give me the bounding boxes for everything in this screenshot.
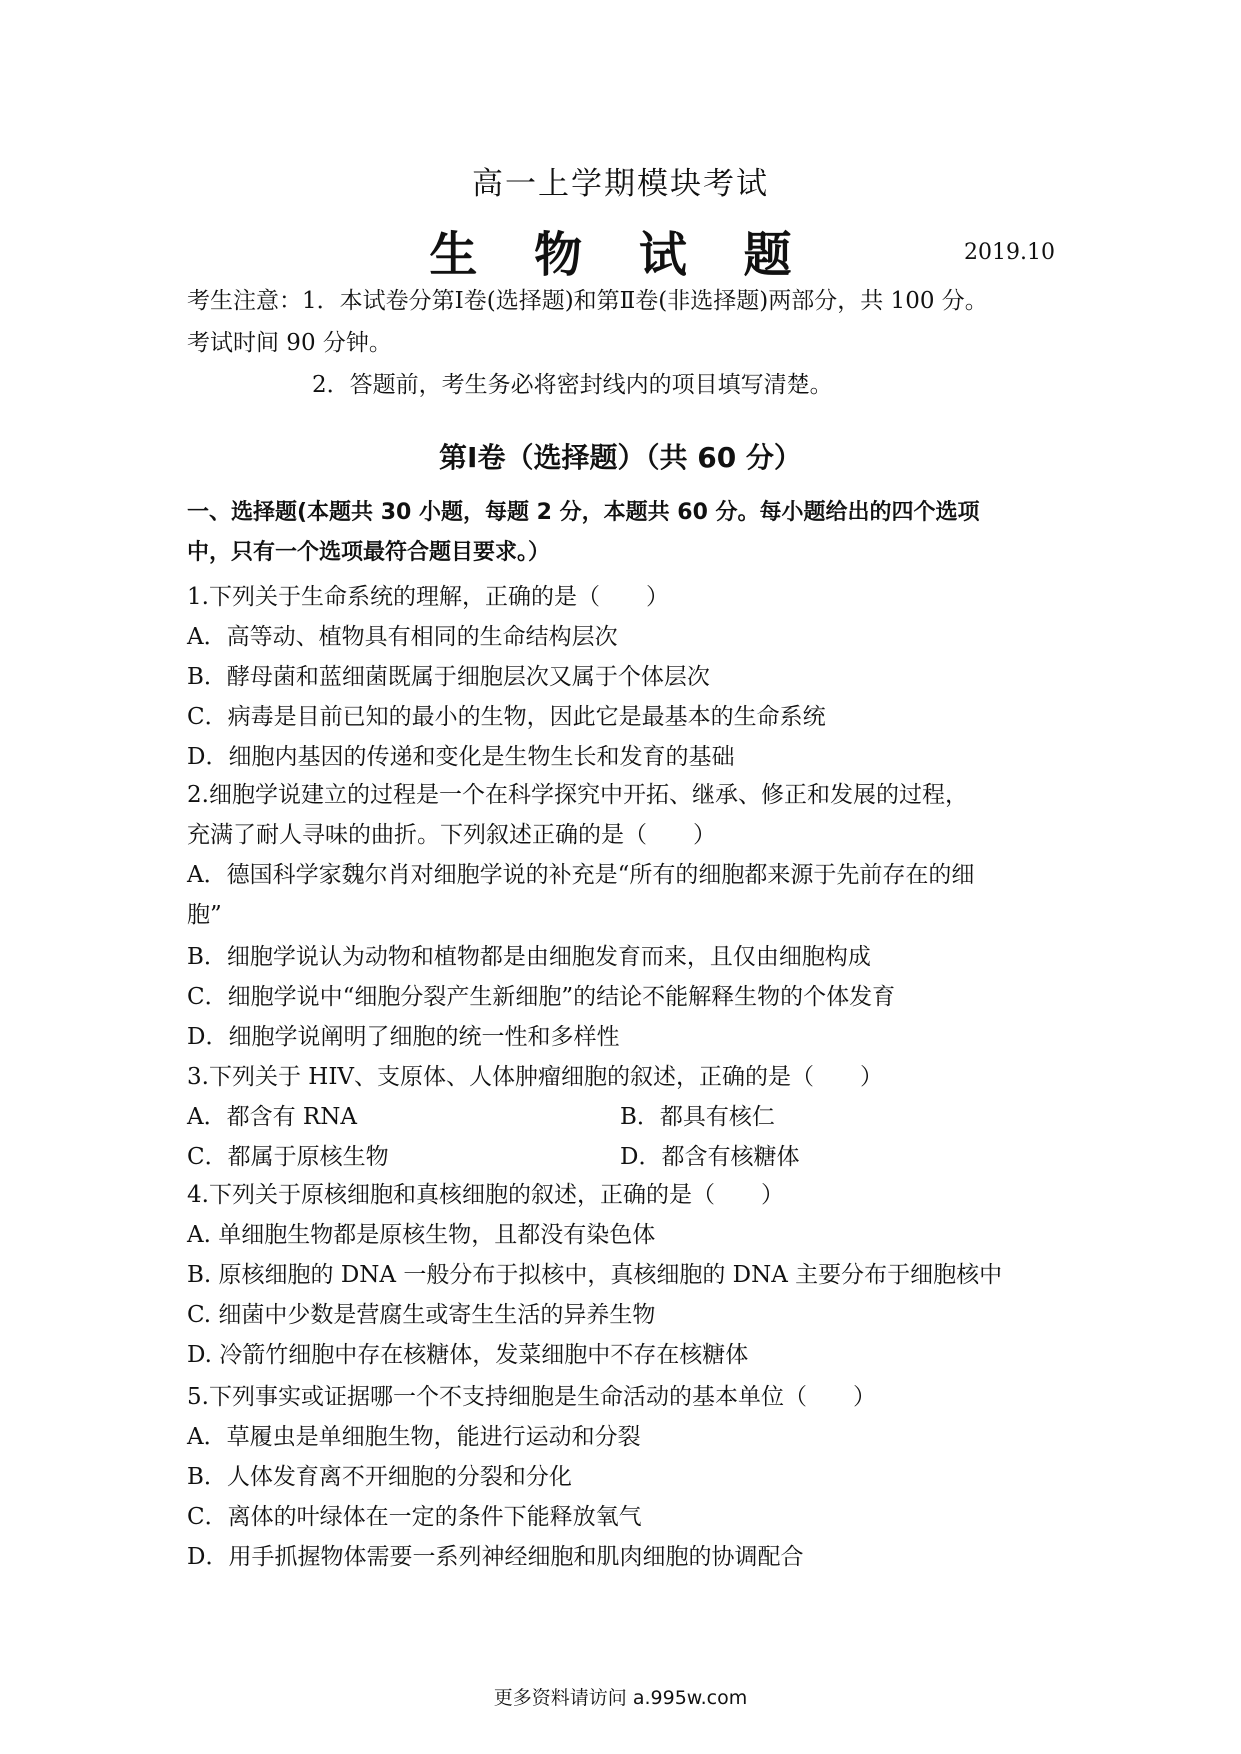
notice-line-1: 考生注意：1．本试卷分第Ⅰ卷(选择题)和第Ⅱ卷(非选择题)两部分，共 100 分。 [187,288,988,314]
section-instructions-2: 中，只有一个选项最符合题目要求。） [187,540,551,565]
section-instructions-1: 一、选择题(本题共 30 小题，每题 2 分，本题共 60 分。每小题给出的四个选项 [187,500,980,525]
question-3-option-d: D．都含有核糖体 [620,1144,800,1170]
question-1-option-a: A．高等动、植物具有相同的生命结构层次 [187,624,618,650]
question-2-option-b: B．细胞学说认为动物和植物都是由细胞发育而来，且仅由细胞构成 [187,944,871,970]
question-2-option-a: A．德国科学家魏尔肖对细胞学说的补充是“所有的细胞都来源于先前存在的细 [187,862,975,888]
question-3-stem: 3.下列关于 HIV、支原体、人体肿瘤细胞的叙述，正确的是（ ） [187,1064,884,1090]
question-1-option-c: C．病毒是目前已知的最小的生物，因此它是最基本的生命系统 [187,704,826,730]
exam-date: 2019.10 [964,240,1055,265]
question-2-stem-line-2: 充满了耐人寻味的曲折。下列叙述正确的是（ ） [187,822,716,848]
question-5-option-c: C．离体的叶绿体在一定的条件下能释放氧气 [187,1504,642,1530]
question-3-option-a: A．都含有 RNA [187,1104,357,1130]
question-4-option-d: D. 冷箭竹细胞中存在核糖体，发菜细胞中不存在核糖体 [187,1342,749,1368]
footer-website-note: 更多资料请访问 a.995w.com [493,1687,748,1709]
question-2-option-c: C．细胞学说中“细胞分裂产生新细胞”的结论不能解释生物的个体发育 [187,984,896,1010]
question-5-stem: 5.下列事实或证据哪一个不支持细胞是生命活动的基本单位（ ） [187,1384,876,1410]
question-4-option-a: A. 单细胞生物都是原核生物，且都没有染色体 [187,1222,656,1248]
question-4-stem: 4.下列关于原核细胞和真核细胞的叙述，正确的是（ ） [187,1182,784,1208]
question-4-option-b: B. 原核细胞的 DNA 一般分布于拟核中，真核细胞的 DNA 主要分布于细胞核中 [187,1262,1003,1288]
notice-line-3: 2．答题前，考生务必将密封线内的项目填写清楚。 [312,372,833,398]
question-5-option-d: D．用手抓握物体需要一系列神经细胞和肌肉细胞的协调配合 [187,1544,804,1570]
subject-title: 生 物 试 题 [429,227,812,283]
notice-line-2: 考试时间 90 分钟。 [187,330,392,356]
question-2-stem-line-1: 2.细胞学说建立的过程是一个在科学探究中开拓、继承、修正和发展的过程， [187,782,968,808]
exam-header-title: 高一上学期模块考试 [472,166,769,202]
question-3-option-c: C．都属于原核生物 [187,1144,389,1170]
question-5-option-b: B．人体发育离不开细胞的分裂和分化 [187,1464,572,1490]
question-2-option-d: D．细胞学说阐明了细胞的统一性和多样性 [187,1024,620,1050]
question-2-option-a-cont: 胞” [187,902,222,928]
question-4-option-c: C. 细菌中少数是营腐生或寄生生活的异养生物 [187,1302,656,1328]
question-3-option-b: B．都具有核仁 [620,1104,775,1130]
question-1-option-d: D．细胞内基因的传递和变化是生物生长和发育的基础 [187,744,735,770]
question-5-option-a: A．草履虫是单细胞生物，能进行运动和分裂 [187,1424,641,1450]
section-title: 第Ⅰ卷（选择题）（共 60 分） [439,441,802,474]
question-1-option-b: B．酵母菌和蓝细菌既属于细胞层次又属于个体层次 [187,664,710,690]
question-1-stem: 1.下列关于生命系统的理解，正确的是（ ） [187,584,669,610]
